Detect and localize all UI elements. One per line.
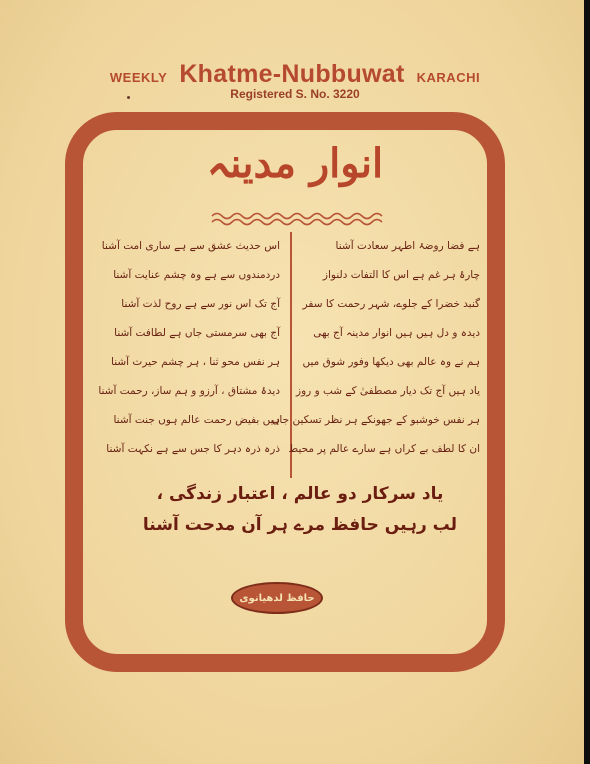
closing-couplet-line-1: یاد سرکار دو عالم ، اعتبار زندگی ، [156,484,444,504]
verse-line: چارۂ ہر غم ہے اس کا التفات دلنواز [322,269,480,281]
masthead-title: Khatme-Nubbuwat [179,60,405,88]
verse-line: ہر نفس خوشبو کے جھونکے ہر نظر تسکین جاں [271,414,480,426]
verse-line: آج تک اس نور سے ہے روح لذت آشنا [121,298,280,310]
verse-line: دیدۂ مشتاق ، آرزو و ہم ساز، رحمت آشنا [98,385,280,397]
poet-name: حافظ لدھیانوی [239,592,315,604]
poem-title: انوار مدینہ [206,140,384,187]
masthead [0,60,590,101]
poem-title-block [0,140,590,187]
verse-line: اس حدیث عشق سے ہے ساری امت آشنا [101,240,280,252]
verse-line: دیدہ و دل ہیں ہیں انوار مدینہ آج بھی [313,327,480,339]
verse-line: ذرہ ذرہ دہر کا جس سے ہے نکہت آشنا [106,443,280,455]
verse-line: ہم نے وہ عالم بھی دیکھا وفور شوق میں [302,356,480,368]
verse-line: ہے فضا روضۂ اطہر سعادت آشنا [335,240,480,252]
poet-name-seal [231,582,323,614]
verse-line: ہیں بفیض رحمت عالم ہوں جنت آشنا [113,414,280,426]
masthead-city: KARACHI [416,70,481,85]
verse-line: دردمندوں سے ہے وہ چشم عنایت آشنا [113,269,280,281]
wavy-divider-ornament [212,210,382,228]
verse-line: ہر نفس محو ثنا ، ہر چشم حیرت آشنا [111,356,280,368]
verse-line: یاد ہیں آج تک دیار مصطفیٰ کے شب و روز [296,385,480,397]
verse-line: ان کا لطف بے کراں ہے سارے عالم پر محیط [288,443,480,455]
registration-number: Registered S. No. 3220 [230,87,360,101]
scan-edge [584,0,590,764]
poem-left-column [98,232,280,464]
verse-line: آج بھی سرمستی جاں ہے لطافت آشنا [114,327,280,339]
poem-right-column [271,232,480,464]
verse-line: گنبد خضرا کے جلوے، شہر رحمت کا سفر [302,298,480,310]
masthead-weekly: WEEKLY [109,70,168,85]
closing-couplet-line-2: لب رہیں حافظ مرے ہر آن مدحت آشنا [142,515,458,535]
